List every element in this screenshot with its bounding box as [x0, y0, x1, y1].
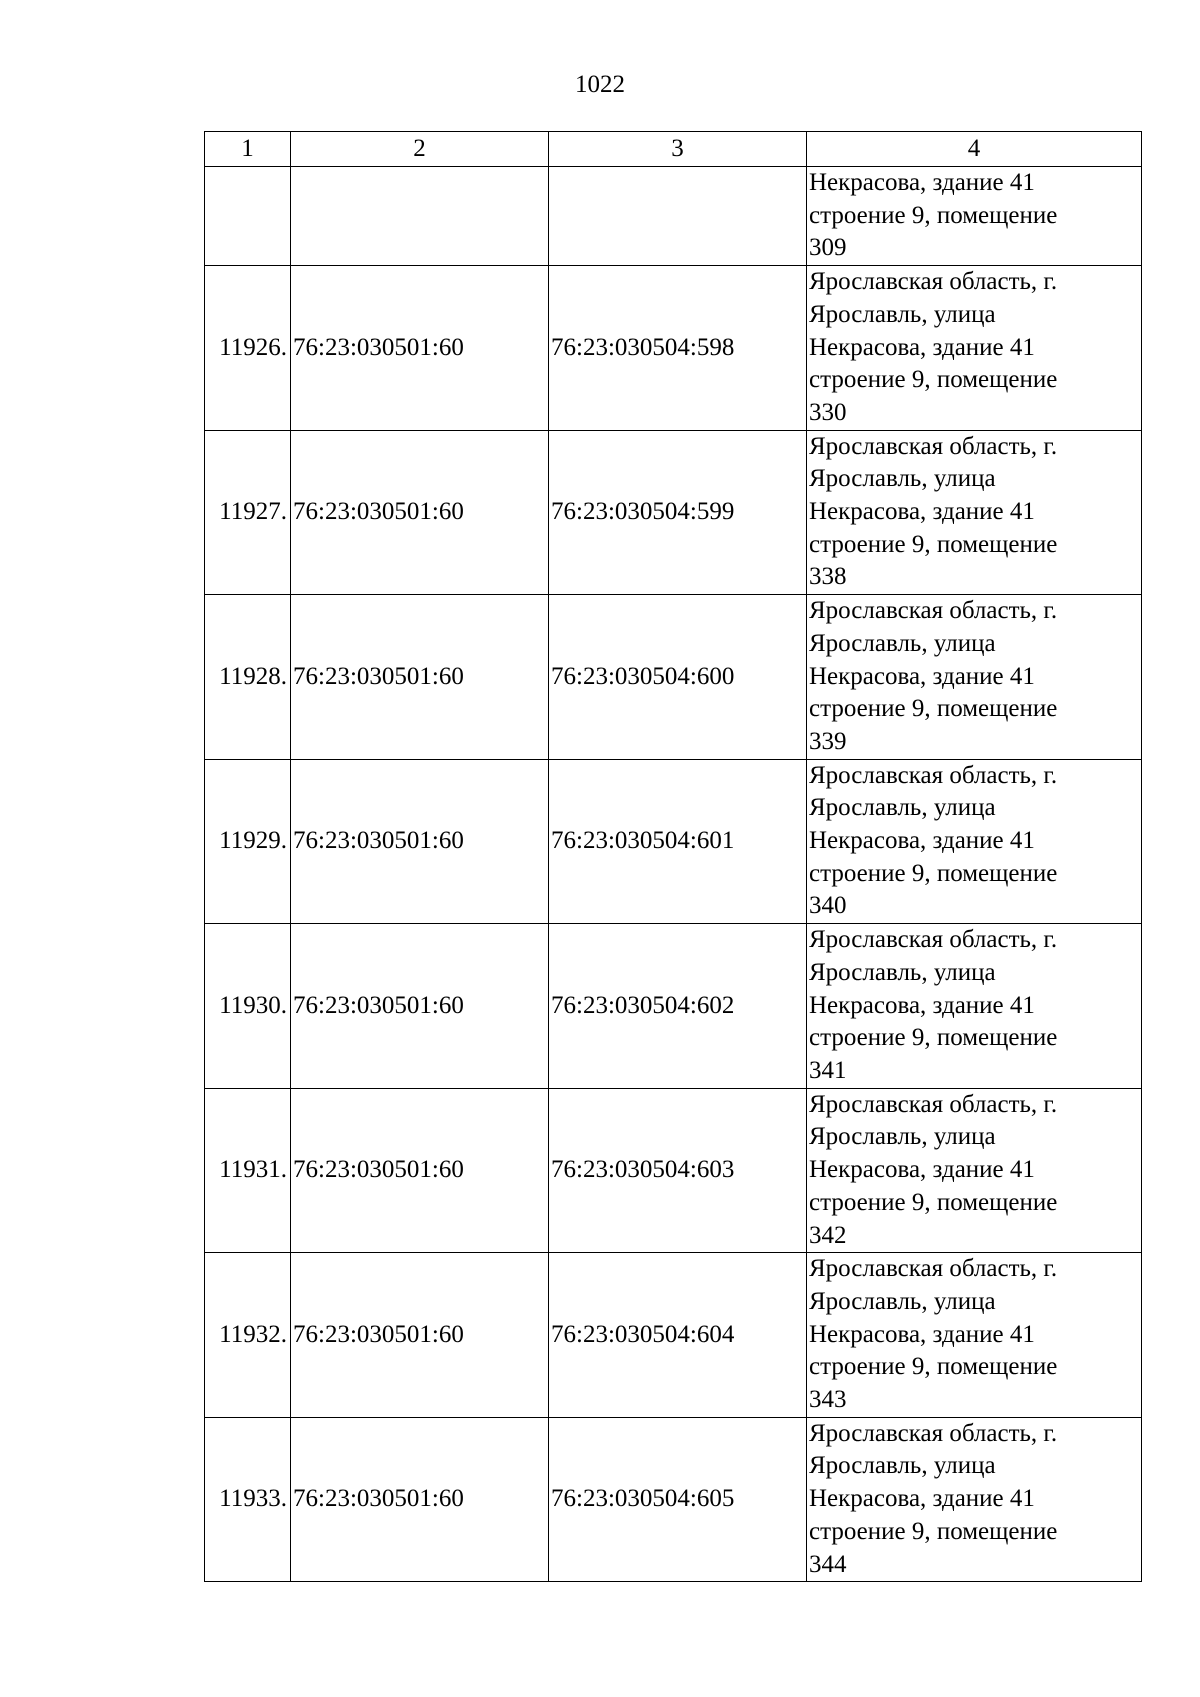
column-header: 1	[205, 132, 291, 167]
row-number-cell: 11930.	[205, 924, 291, 1089]
row-number-cell: 11932.	[205, 1253, 291, 1418]
address-line: 330	[809, 398, 847, 426]
address-line: 309	[809, 234, 847, 262]
row-number-cell	[205, 167, 291, 266]
table-row	[205, 266, 1142, 431]
address-line: Некрасова, здание 41	[809, 662, 1035, 690]
parcel-number-cell: 76:23:030501:60	[291, 266, 549, 431]
object-number-cell: 76:23:030504:603	[549, 1088, 807, 1253]
address-cell	[807, 1088, 1142, 1253]
column-header: 3	[549, 132, 807, 167]
address-line: Ярославская область, г.	[809, 1090, 1058, 1118]
address-cell	[807, 430, 1142, 595]
address-line: 342	[809, 1221, 847, 1249]
address-line: строение 9, помещение	[809, 201, 1058, 229]
address-line: Ярославская область, г.	[809, 268, 1058, 296]
address-line: Некрасова, здание 41	[809, 333, 1035, 361]
column-header: 2	[291, 132, 549, 167]
address-cell	[807, 595, 1142, 760]
address-line: Ярославская область, г.	[809, 597, 1058, 625]
address-line: Ярославская область, г.	[809, 1419, 1058, 1447]
row-number-cell: 11927.	[205, 430, 291, 595]
object-number-cell: 76:23:030504:599	[549, 430, 807, 595]
parcel-number-cell	[291, 167, 549, 266]
address-line: строение 9, помещение	[809, 859, 1058, 887]
address-line: 344	[809, 1550, 847, 1578]
object-number-cell: 76:23:030504:605	[549, 1417, 807, 1582]
row-number-cell: 11929.	[205, 759, 291, 924]
object-number-cell: 76:23:030504:600	[549, 595, 807, 760]
parcel-number-cell: 76:23:030501:60	[291, 1253, 549, 1418]
address-line: строение 9, помещение	[809, 1024, 1058, 1052]
table-row	[205, 430, 1142, 595]
row-number-cell: 11931.	[205, 1088, 291, 1253]
address-line: Некрасова, здание 41	[809, 827, 1035, 855]
address-line: Ярославль, улица	[809, 465, 996, 493]
table-header-row	[205, 132, 1142, 167]
address-line: Некрасова, здание 41	[809, 1320, 1035, 1348]
address-line: 338	[809, 563, 847, 591]
object-number-cell: 76:23:030504:602	[549, 924, 807, 1089]
address-line: Некрасова, здание 41	[809, 1485, 1035, 1513]
address-line: Ярославль, улица	[809, 958, 996, 986]
address-line: Ярославль, улица	[809, 1287, 996, 1315]
parcel-number-cell: 76:23:030501:60	[291, 1088, 549, 1253]
address-line: Ярославская область, г.	[809, 926, 1058, 954]
object-number-cell	[549, 167, 807, 266]
parcel-number-cell: 76:23:030501:60	[291, 759, 549, 924]
parcel-number-cell: 76:23:030501:60	[291, 595, 549, 760]
address-cell	[807, 924, 1142, 1089]
object-number-cell: 76:23:030504:604	[549, 1253, 807, 1418]
address-line: 343	[809, 1386, 847, 1414]
address-cell	[807, 1253, 1142, 1418]
table-row	[205, 924, 1142, 1089]
registry-table	[204, 131, 1142, 1582]
parcel-number-cell: 76:23:030501:60	[291, 430, 549, 595]
object-number-cell: 76:23:030504:601	[549, 759, 807, 924]
continuation-row	[205, 167, 1142, 266]
address-line: строение 9, помещение	[809, 1188, 1058, 1216]
row-number-cell: 11926.	[205, 266, 291, 431]
address-cell	[807, 759, 1142, 924]
address-line: Некрасова, здание 41	[809, 169, 1035, 196]
address-cell	[807, 266, 1142, 431]
address-line: Ярославская область, г.	[809, 761, 1058, 789]
column-header: 4	[807, 132, 1142, 167]
address-line: строение 9, помещение	[809, 366, 1058, 394]
row-number-cell: 11933.	[205, 1417, 291, 1582]
address-line: 340	[809, 892, 847, 920]
table-row	[205, 759, 1142, 924]
address-line: Некрасова, здание 41	[809, 1156, 1035, 1184]
address-line: Некрасова, здание 41	[809, 991, 1035, 1019]
address-line: Ярославль, улица	[809, 1452, 996, 1480]
parcel-number-cell: 76:23:030501:60	[291, 1417, 549, 1582]
object-number-cell: 76:23:030504:598	[549, 266, 807, 431]
address-line: строение 9, помещение	[809, 1353, 1058, 1381]
address-line: 341	[809, 1056, 847, 1084]
address-line: Ярославль, улица	[809, 629, 996, 657]
address-line: 339	[809, 727, 847, 755]
address-line: Ярославль, улица	[809, 794, 996, 822]
address-line: Ярославль, улица	[809, 300, 996, 328]
address-line: строение 9, помещение	[809, 530, 1058, 558]
address-cell	[807, 1417, 1142, 1582]
address-line: Ярославская область, г.	[809, 432, 1058, 460]
row-number-cell: 11928.	[205, 595, 291, 760]
table-row	[205, 1088, 1142, 1253]
address-cell	[807, 167, 1142, 266]
table-row	[205, 595, 1142, 760]
table-row	[205, 1417, 1142, 1582]
parcel-number-cell: 76:23:030501:60	[291, 924, 549, 1089]
address-line: Ярославская область, г.	[809, 1255, 1058, 1283]
address-line: Ярославль, улица	[809, 1123, 996, 1151]
address-line: строение 9, помещение	[809, 695, 1058, 723]
page-number: 1022	[575, 71, 625, 98]
address-line: строение 9, помещение	[809, 1517, 1058, 1545]
address-line: Некрасова, здание 41	[809, 498, 1035, 526]
table-row	[205, 1253, 1142, 1418]
